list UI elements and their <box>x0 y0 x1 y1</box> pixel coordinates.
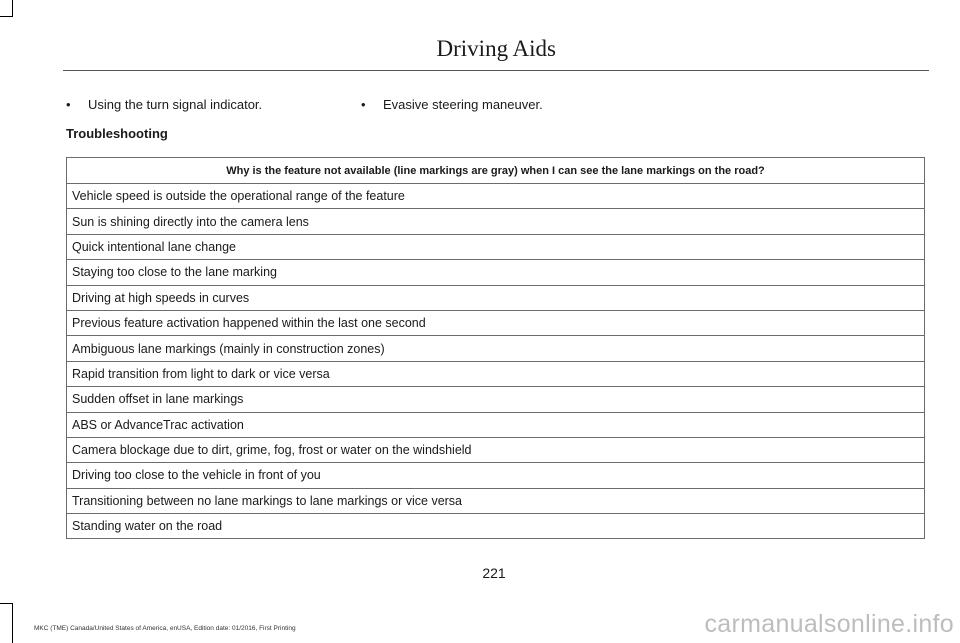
table-row <box>67 260 925 285</box>
bullet-glyph: • <box>66 97 71 112</box>
table-row <box>67 336 925 361</box>
table-cell: Vehicle speed is outside the operational range of the feature <box>67 184 925 209</box>
troubleshooting-table <box>66 157 925 539</box>
crop-mark-top-left-horizontal <box>0 16 13 17</box>
bullet-text: Using the turn signal indicator. <box>88 97 263 112</box>
table-row <box>67 184 925 209</box>
table-row <box>67 514 925 539</box>
crop-mark-bottom-left-vertical <box>12 603 13 643</box>
table-row <box>67 387 925 412</box>
table-cell: ABS or AdvanceTrac activation <box>67 412 925 437</box>
table-row <box>67 361 925 386</box>
table-row <box>67 437 925 462</box>
table-row <box>67 412 925 437</box>
crop-mark-bottom-left-horizontal <box>0 603 13 604</box>
table-row <box>67 488 925 513</box>
bullet-item-turn-signal <box>66 97 262 112</box>
edition-footer: MKC (TME) Canada/United States of America, enUSA, Edition date: 01/2016, First Printing <box>34 625 296 632</box>
table-cell: Quick intentional lane change <box>67 234 925 259</box>
section-heading: Troubleshooting <box>66 126 168 141</box>
table-cell: Ambiguous lane markings (mainly in construction zones) <box>67 336 925 361</box>
table-cell: Previous feature activation happened within the last one second <box>67 310 925 335</box>
bullet-text: Evasive steering maneuver. <box>383 97 543 112</box>
table-header-row <box>67 158 925 184</box>
table-row <box>67 310 925 335</box>
table-row <box>67 285 925 310</box>
page-section-title: Driving Aids <box>436 36 556 61</box>
table-row <box>67 234 925 259</box>
table-row <box>67 463 925 488</box>
table-cell: Rapid transition from light to dark or vice versa <box>67 361 925 386</box>
bullet-item-evasive-steering <box>361 97 543 112</box>
table-cell: Driving too close to the vehicle in front of you <box>67 463 925 488</box>
table-row <box>67 209 925 234</box>
crop-mark-top-left-vertical <box>12 0 13 17</box>
header-divider <box>63 70 929 71</box>
table-cell: Driving at high speeds in curves <box>67 285 925 310</box>
table-cell: Transitioning between no lane markings to lane markings or vice versa <box>67 488 925 513</box>
table-cell: Sun is shining directly into the camera lens <box>67 209 925 234</box>
table-cell: Sudden offset in lane markings <box>67 387 925 412</box>
table-cell: Camera blockage due to dirt, grime, fog, frost or water on the windshield <box>67 437 925 462</box>
watermark: carmanualsonline.info <box>704 610 954 638</box>
table-cell: Standing water on the road <box>67 514 925 539</box>
page-number: 221 <box>482 565 506 581</box>
table-cell: Staying too close to the lane marking <box>67 260 925 285</box>
table-question-header: Why is the feature not available (line markings are gray) when I can see the lane markings on the road? <box>67 158 925 184</box>
bullet-glyph: • <box>361 97 366 112</box>
